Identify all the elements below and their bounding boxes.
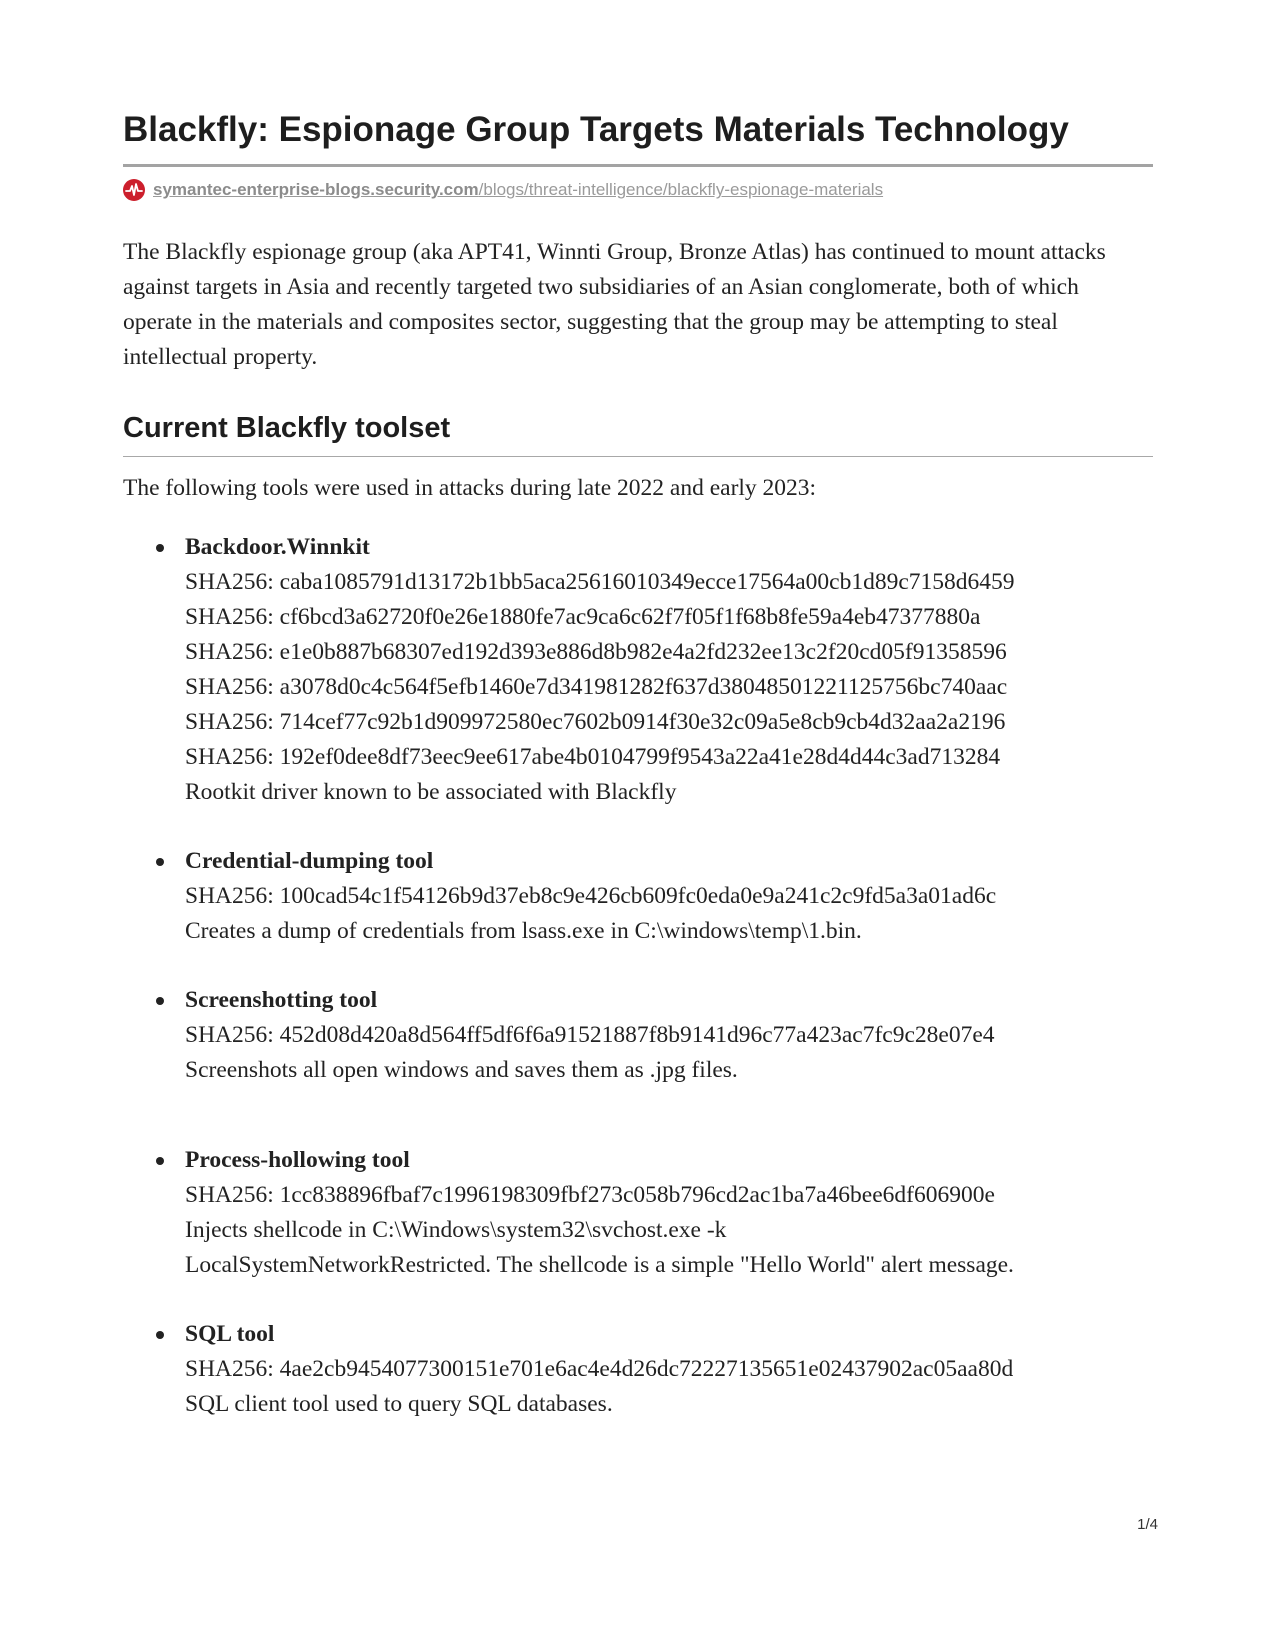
hash-line: SHA256: 4ae2cb9454077300151e701e6ac4e4d26dc72227135651e02437902ac05aa80d	[185, 1356, 1014, 1383]
intro-paragraph: The Blackfly espionage group (aka APT41, Winnti Group, Bronze Atlas) has continued to mount attacks against targets in Asia and recently targeted two subsidiaries of an Asian conglomerate, both of which operate in the materials and composites sector, suggesting that the group may be attempting to steal intellectual property.	[123, 239, 1106, 371]
hash-line: SHA256: caba1085791d13172b1bb5aca25616010349ecce17564a00cb1d89c7158d6459	[185, 569, 1015, 596]
section-heading: Current Blackfly toolset	[123, 411, 1153, 457]
hash-line: SHA256: 714cef77c92b1d909972580ec7602b0914f30e32c09a5e8cb9cb4d32aa2a2196	[185, 709, 1006, 736]
bullet	[156, 997, 164, 1005]
tool-description: Rootkit driver known to be associated with Blackfly	[185, 779, 677, 806]
list-item	[185, 1143, 1153, 1283]
bullet	[156, 1157, 164, 1165]
page-title: Blackfly: Espionage Group Targets Materials Technology	[123, 110, 1153, 167]
list-item	[185, 530, 1153, 810]
tool-description: Screenshots all open windows and saves them as .jpg files.	[185, 1057, 738, 1084]
hash-line: SHA256: e1e0b887b68307ed192d393e886d8b982e4a2fd232ee13c2f20cd05f91358596	[185, 639, 1007, 666]
list-item	[185, 983, 1153, 1088]
article	[123, 110, 1153, 1422]
tool-name: Screenshotting tool	[185, 987, 378, 1014]
symantec-logo-icon	[123, 179, 145, 201]
list-item	[185, 844, 1153, 949]
tool-name: SQL tool	[185, 1321, 275, 1348]
source-domain: symantec-enterprise-blogs.security.com	[153, 180, 479, 200]
source-bar	[123, 177, 1153, 203]
tools-list	[123, 530, 1153, 1422]
tool-name: Credential-dumping tool	[185, 848, 434, 875]
hash-line: SHA256: 452d08d420a8d564ff5df6f6a91521887f8b9141d96c77a423ac7fc9c28e07e4	[185, 1022, 995, 1049]
tool-name: Backdoor.Winnkit	[185, 534, 370, 561]
tool-description: Creates a dump of credentials from lsass.exe in C:\windows\temp\1.bin.	[185, 918, 862, 945]
bullet	[156, 1331, 164, 1339]
tool-description: Injects shellcode in C:\Windows\system32\svchost.exe -k	[185, 1217, 727, 1244]
hash-line: SHA256: a3078d0c4c564f5efb1460e7d341981282f637d38048501221125756bc740aac	[185, 674, 1008, 701]
hash-line: SHA256: 100cad54c1f54126b9d37eb8c9e426cb609fc0eda0e9a241c2c9fd5a3a01ad6c	[185, 883, 997, 910]
tool-description: SQL client tool used to query SQL databases.	[185, 1391, 613, 1418]
hash-line: SHA256: 1cc838896fbaf7c1996198309fbf273c058b796cd2ac1ba7a46bee6df606900e	[185, 1182, 995, 1209]
source-link[interactable]	[153, 180, 883, 200]
page-number: 1/4	[1137, 1516, 1158, 1533]
bullet	[156, 544, 164, 552]
tool-name: Process-hollowing tool	[185, 1147, 410, 1174]
source-path: /blogs/threat-intelligence/blackfly-espionage-materials	[478, 180, 884, 200]
section-lead: The following tools were used in attacks during late 2022 and early 2023:	[123, 475, 817, 502]
bullet	[156, 858, 164, 866]
hash-line: SHA256: cf6bcd3a62720f0e26e1880fe7ac9ca6c62f7f05f1f68b8fe59a4eb47377880a	[185, 604, 981, 631]
list-item	[185, 1317, 1153, 1422]
hash-line: SHA256: 192ef0dee8df73eec9ee617abe4b0104799f9543a22a41e28d4d44c3ad713284	[185, 744, 1001, 771]
tool-description: LocalSystemNetworkRestricted. The shellcode is a simple "Hello World" alert message.	[185, 1252, 1014, 1279]
